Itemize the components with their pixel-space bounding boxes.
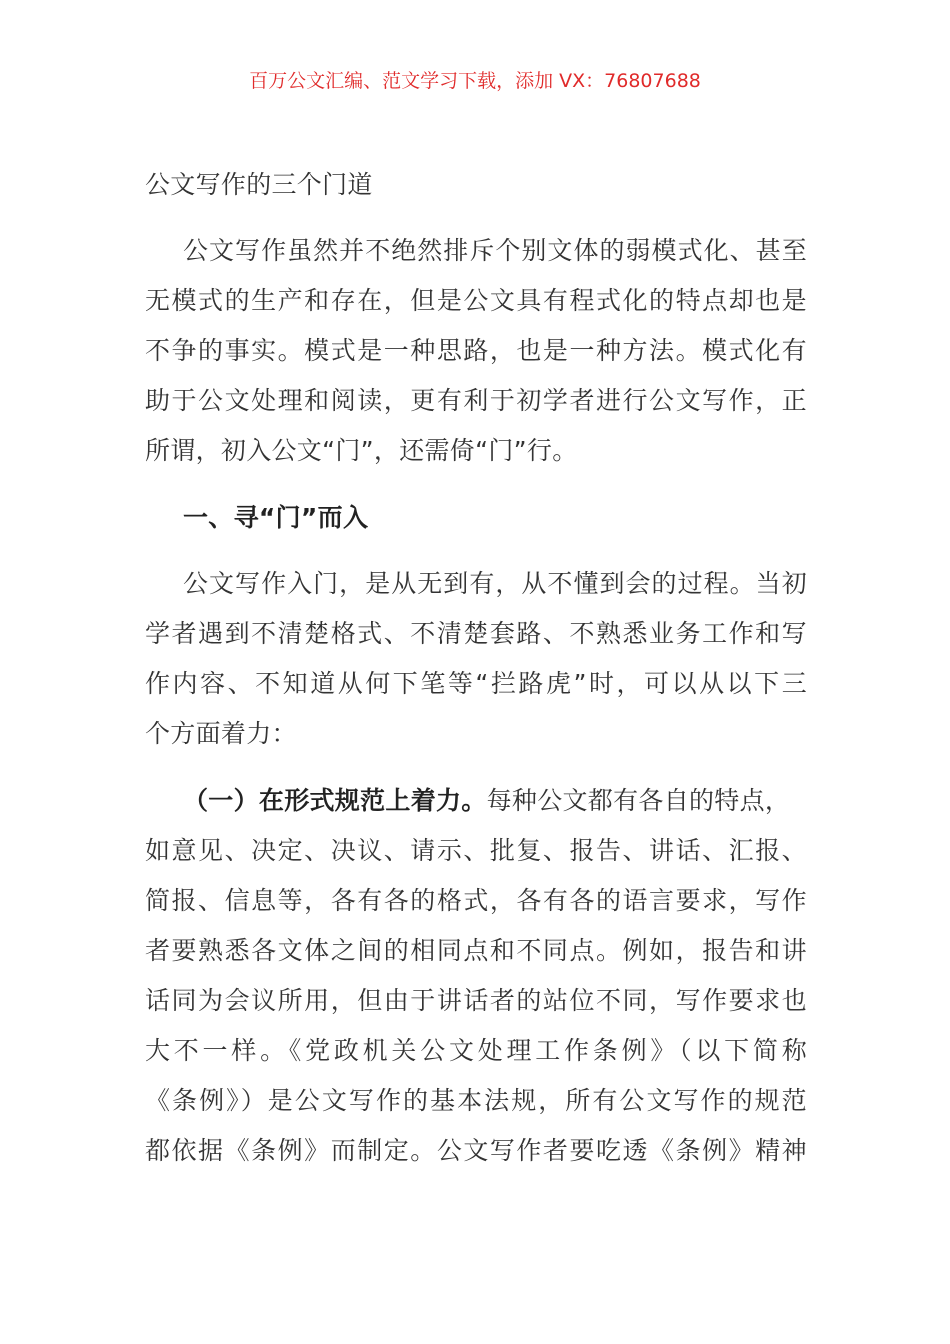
subsection-heading: （一）在形式规范上着力。 [183,786,487,815]
text-line: 如意见、决定、决议、请示、批复、报告、讲话、汇报、 [145,836,807,865]
text-line: 无模式的生产和存在，但是公文具有程式化的特点却也是 [145,286,807,315]
text-line: 公文写作虽然并不绝然排斥个别文体的弱模式化、甚至 [183,236,807,265]
text-line: 公文写作入门，是从无到有，从不懂到会的过程。当初 [183,569,807,598]
text-line: 个方面着力： [145,719,297,748]
text-line: 者要熟悉各文体之间的相同点和不同点。例如，报告和讲 [145,936,807,965]
text-line [183,785,807,817]
watermark-header: 百万公文汇编、范文学习下载，添加 VX：76807688 [249,70,701,92]
text-line: 作内容、不知道从何下笔等“拦路虎”时，可以从以下三 [145,669,807,698]
text-line: 《条例》）是公文写作的基本法规，所有公文写作的规范 [145,1086,807,1115]
text-line: 大不一样。《党政机关公文处理工作条例》（以下简称 [145,1036,807,1065]
text-line: 都依据《条例》而制定。公文写作者要吃透《条例》精神 [145,1136,807,1165]
text-line: 所谓，初入公文“门”，还需倚“门”行。 [145,436,578,465]
text-line: 学者遇到不清楚格式、不清楚套路、不熟悉业务工作和写 [145,619,807,648]
text-span: 每种公文都有各自的特点， [486,786,791,815]
text-line: 简报、信息等，各有各的格式，各有各的语言要求，写作 [145,886,807,915]
document-title: 公文写作的三个门道 [145,170,373,199]
text-line: 话同为会议所用，但由于讲话者的站位不同，写作要求也 [145,986,807,1015]
text-line: 助于公文处理和阅读，更有利于初学者进行公文写作，正 [145,386,807,415]
text-line: 不争的事实。模式是一种思路，也是一种方法。模式化有 [145,336,807,365]
section-heading: 一、寻“门”而入 [183,503,369,532]
